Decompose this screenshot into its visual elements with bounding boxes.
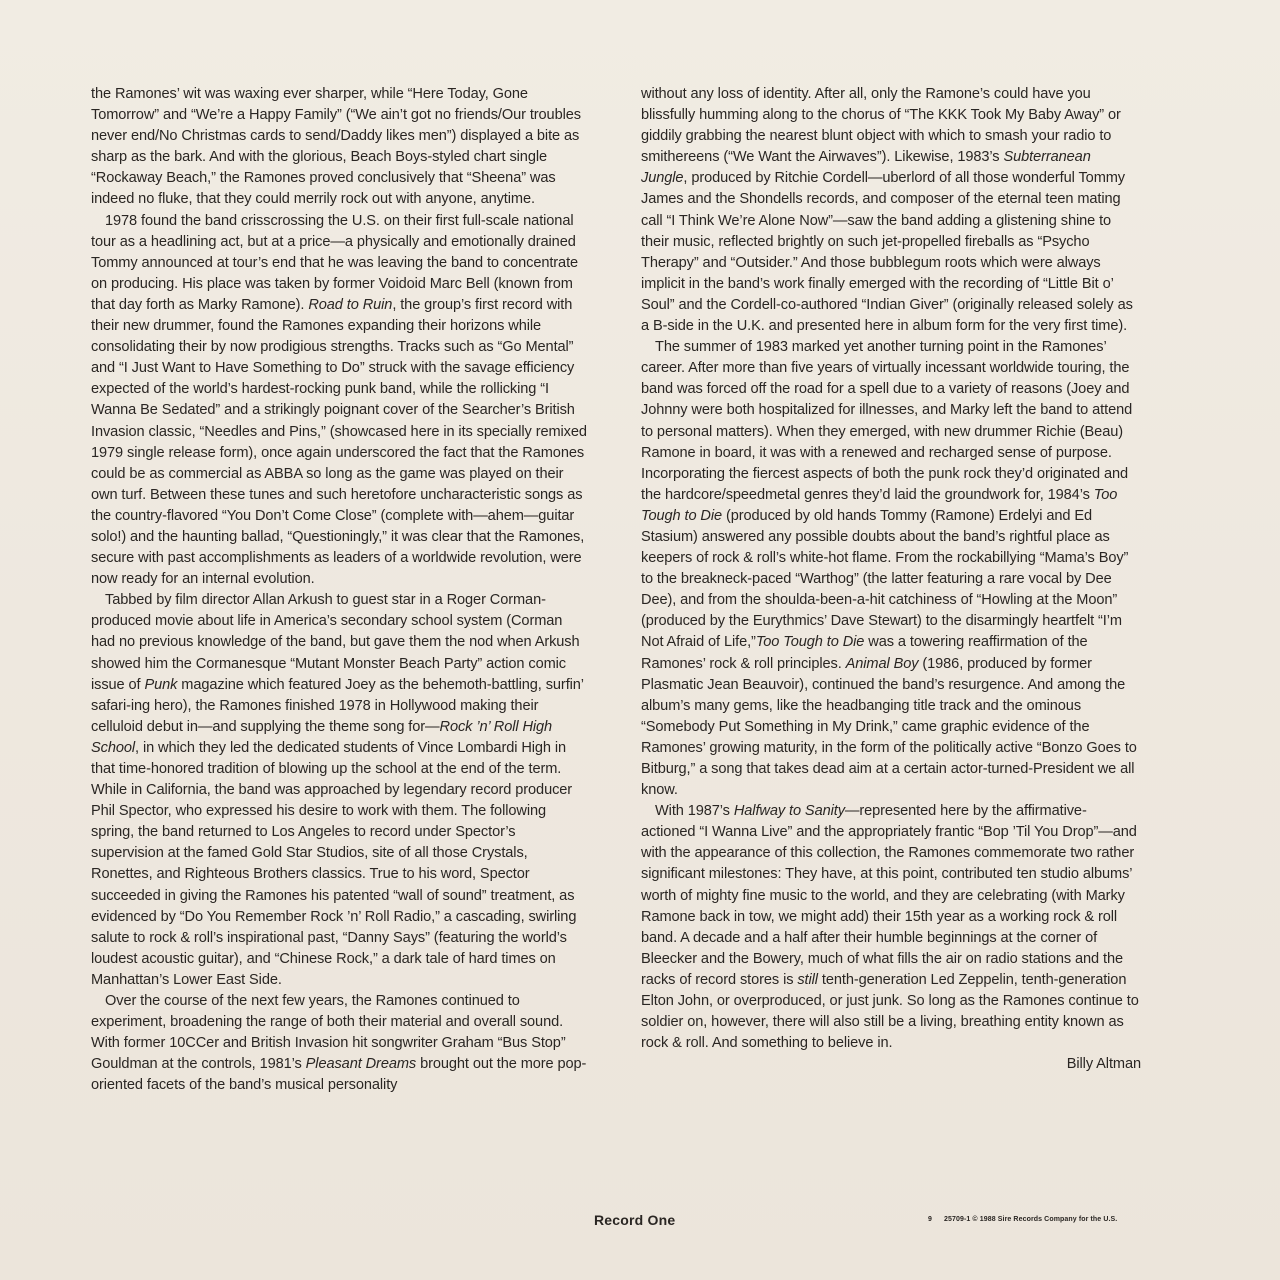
album-title-road-to-ruin: Road to Ruin [308,296,393,313]
left-paragraph-3 [91,590,589,991]
record-label: Record One [594,1212,676,1228]
film-title-rock-n-roll-high-school: Rock ’n’ Roll High School [91,718,553,756]
right-p1-text-a: without any loss of identity. After all, only the Ramone’s could have you blissfully humming along to the chorus of “The KKK Took My Baby Away” or giddily grabbing the nearest blunt object with which to smash your radio to smithereens (“We Want the Airwaves”). Likewise, 1983’s [641,86,1121,166]
right-p2-text-d: (1986, produced by former Plasmatic Jean Beauvoir), continued the band’s resurgence. And among the album’s many gems, like the headbanging title track and the ominous “Somebody Put Something in My Drink,” came graphic evidence of the Ramones’ growing maturity, in the form of the politically active “Bonzo Goes to Bitburg,” a song that takes dead aim at a certain actor-turned-President we all know. [641,655,1137,799]
album-title-halfway-to-sanity: Halfway to Sanity [733,803,845,820]
album-title-subterranean-jungle: Subterranean Jungle [641,149,1091,187]
right-paragraph-3 [641,801,1141,1054]
left-p4-text-b: brought out the more pop-oriented facets of the band’s musical personality [91,1056,587,1094]
left-column [91,84,589,1097]
album-title-animal-boy: Animal Boy [845,655,919,672]
album-title-pleasant-dreams: Pleasant Dreams [305,1056,417,1073]
catalog-copyright: 25709-1 © 1988 Sire Records Company for the U.S. [944,1216,1118,1223]
right-column [641,84,1141,1075]
right-paragraph-1 [641,84,1141,337]
left-p3-text-c: , in which they led the dedicated students of Vince Lombardi High in that time-honored tradition of blowing up the school at the end of the term. While in California, the band was approached by legendary record producer Phil Spector, who expressed his desire to work with them. The following spring, the band returned to Los Angeles to record under Spector’s supervision at the famed Gold Star Studios, site of all those Crystals, Ronettes, and Righteous Brothers classics. True to his word, Spector succeeded in giving the Ramones his patented “wall of sound” treatment, as evidenced by “Do You Remember Rock ’n’ Roll Radio,” a cascading, swirling salute to rock & roll’s inspirational past, “Danny Says” (featuring the world’s loudest acoustic guitar), and “Chinese Rock,” a dark tale of hard times on Manhattan’s Lower East Side. [91,739,577,988]
magazine-title-punk: Punk [144,676,178,693]
left-p2-text-a: 1978 found the band crisscrossing the U.S. on their first full-scale national tour as a headlining act, but at a price—a physically and emotionally drained Tommy announced at tour’s end that he was leaving the band to concentrate on producing. His place was taken by former Voidoid Marc Bell (known from that day forth as Marky Ramone). [91,212,579,313]
left-p4-text-a: Over the course of the next few years, the Ramones continued to experiment, broadening the range of both their material and overall sound. With former 10CCer and British Invasion hit songwriter Graham “Bus Stop” Gouldman at the controls, 1981’s [91,993,566,1073]
album-title-too-tough-to-die-2: Too Tough to Die [755,634,865,651]
right-p3-text-a: With 1987’s [655,803,734,820]
right-p2-text-b: (produced by old hands Tommy (Ramone) Erdelyi and Ed Stasium) answered any possible doubts about the band’s rightful place as keepers of rock & roll’s white-hot flame. From the rockabillying “Mama’s Boy” to the breakneck-paced “Warthog” (the latter featuring a rare vocal by Dee Dee), and from the shoulda-been-a-hit catchiness of “Howling at the Moon” (produced by the Eurythmics’ Dave Stewart) to the disarmingly heartfelt “I’m Not Afraid of Life,” [641,507,1129,651]
left-paragraph-2 [91,211,589,591]
right-p2-text-c: was a towering reaffirmation of the Ramones’ rock & roll principles. [641,634,1088,672]
right-p1-text-b: , produced by Ritchie Cordell—uberlord of all those wonderful Tommy James and the Shondells records, and composer of the eternal teen mating call “I Think We’re Alone Now”—saw the band adding a glistening shine to their music, reflected brightly on such jet-propelled fireballs as “Psycho Therapy” and “Outsider.” And those bubblegum roots which were always implicit in the band’s work finally emerged with the recording of “Little Bit o’ Soul” and the Cordell-co-authored “Indian Giver” (originally released solely as a B-side in the U.K. and presented here in album form for the very first time). [641,170,1133,335]
left-p3-text-b: magazine which featured Joey as the behemoth-battling, surfin’ safari-ing hero), the Ramones finished 1978 in Hollywood making their celluloid debut in—and supplying the theme song for— [91,676,584,735]
emphasis-still: still [797,971,818,988]
right-paragraph-2 [641,337,1141,801]
left-paragraph-4 [91,991,589,1096]
left-p2-text-b: , the group’s first record with their new drummer, found the Ramones expanding their horizons while consolidating their by now prodigious strengths. Tracks such as “Go Mental” and “I Just Want to Have Something to Do” struck with the savage efficiency expected of the world’s hardest-rocking punk band, while the rollicking “I Wanna Be Sedated” and a strikingly poignant cover of the Searcher’s British Invasion classic, “Needles and Pins,” (showcased here in its specially remixed 1979 single release form), once again underscored the fact that the Ramones could be as commercial as ABBA so long as the game was played on their own turf. Between these tunes and such heretofore uncharacteristic songs as the country-flavored “You Don’t Come Close” (complete with—ahem—guitar solo!) and the haunting ballad, “Questioningly,” it was clear that the Ramones, secure with past accomplishments as leaders of a worldwide revolution, were now ready for an internal evolution. [91,296,587,588]
right-p2-text-a: The summer of 1983 marked yet another turning point in the Ramones’ career. After more than five years of virtually incessant worldwide touring, the band was forced off the road for a spell due to a variety of reasons (Joey and Johnny were both hospitalized for illnesses, and Marky left the band to attend to personal matters). When they emerged, with new drummer Richie (Beau) Ramone in board, it was with a renewed and recharged sense of purpose. Incorporating the fiercest aspects of both the punk rock they’d originated and the hardcore/speedmetal genres they’d laid the groundwork for, 1984’s [641,339,1133,503]
footer-copyright [928,1216,1117,1223]
author-signature: Billy Altman [1066,1056,1141,1073]
right-p3-text-c: tenth-generation Led Zeppelin, tenth-generation Elton John, or overproduced, or just junk. So long as the Ramones continue to soldier on, however, there will also still be a living, breathing entity known as rock & roll. And something to believe in. [641,971,1139,1052]
left-p3-text-a: Tabbed by film director Allan Arkush to guest star in a Roger Corman-produced movie about life in America’s secondary school system (Corman had no previous knowledge of the band, but gave them the nod when Arkush showed him the Cormanesque “Mutant Monster Beach Party” action comic issue of [91,592,580,693]
album-title-too-tough-to-die: Too Tough to Die [641,486,1118,524]
left-p1-text: the Ramones’ wit was waxing ever sharper, while “Here Today, Gone Tomorrow” and “We’re a Happy Family” (“We ain’t got no friends/Our troubles never end/No Christmas cards to send/Daddy likes men”) displayed a bite as sharp as the bark. And with the glorious, Beach Boys-styled chart single “Rockaway Beach,” the Ramones proved conclusively that “Sheena” was indeed no fluke, that they could merrily rock out with anyone, anytime. [91,86,581,208]
right-p3-text-b: —represented here by the affirmative-actioned “I Wanna Live” and the appropriately frantic “Bop ’Til You Drop”—and with the appearance of this collection, the Ramones commemorate two rather significant milestones: They have, at this point, contributed ten studio albums’ worth of mighty fine music to the world, and they are celebrating (with Marky Ramone back in tow, we might add) their 15th year as a working rock & roll band. A decade and a half after their humble beginnings at the corner of Bleecker and the Bowery, much of what fills the air on radio stations and the racks of record stores is [641,803,1137,988]
page-number: 9 [928,1216,932,1223]
left-paragraph-1 [91,84,589,211]
